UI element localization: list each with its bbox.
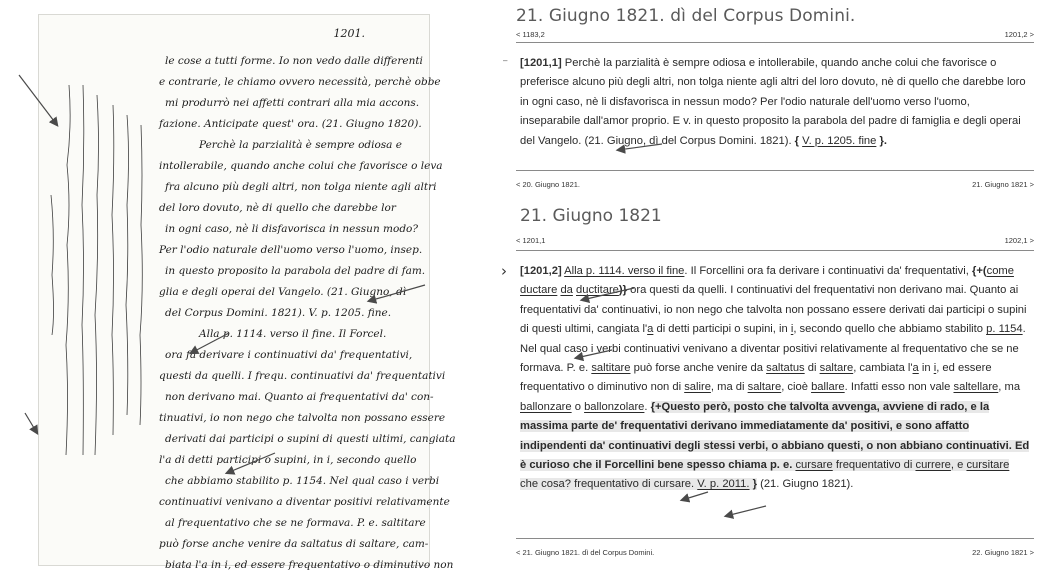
section1-brace-open: {	[794, 134, 800, 147]
section2-text-7: , cambiata l'	[853, 362, 913, 375]
section2-link-2011[interactable]: V. p. 2011.	[697, 478, 750, 491]
section2-text-12: , ma	[998, 381, 1021, 394]
section2-text-11: . Infatti esso non vale	[844, 381, 954, 394]
word-da[interactable]: da	[560, 284, 573, 297]
word-saltare-2[interactable]: saltare	[747, 381, 782, 394]
section2-text-13: .	[644, 400, 651, 413]
section2-link-1154[interactable]: p. 1154	[986, 323, 1023, 336]
section2-text-10: , cioè	[781, 381, 812, 394]
word-cursitare[interactable]: cursitare	[966, 459, 1010, 472]
section2-text-17: (21. Giugno 1821).	[756, 478, 854, 491]
section2-text-16: che cosa? frequentativo di cursare.	[520, 478, 698, 491]
word-ballare[interactable]: ballare	[811, 381, 845, 394]
section2-link-1114[interactable]: Alla p. 1114. verso il fine	[564, 265, 685, 277]
section2-paragraph	[520, 262, 1030, 495]
section1-prev-link[interactable]: < 1183,2	[516, 30, 545, 39]
section1-title: 21. Giugno 1821. dì del Corpus Domini.	[516, 6, 856, 26]
section2-text-15: , e	[950, 459, 967, 472]
word-saltellare[interactable]: saltellare	[953, 381, 999, 394]
section1-paragraph-id: [1201,1]	[520, 57, 562, 69]
section1-text: Perchè la parzialità è sempre odiosa e intollerabile, quando anche colui che favorisce o preferisce alcuno più degli altri, non tolga niente agli altri del loro dovuto, nè di quello che darebbe loro in ogni caso, nè li disfavorisca in nessun modo? Per l'odio naturale dell'uomo verso l'uomo, inseparabile dall'amor proprio. E v. in questo proposito la parabola del padre di famiglia e degli operai del Vangelo. (21. Giugno, dì del Corpus Domini. 1821).	[520, 57, 1026, 147]
section2-text-14: frequentativo di	[832, 459, 916, 472]
word-in: in	[921, 362, 931, 375]
highlight-text: {+Questo però, posto che talvolta avvenga, avviene di rado, e la massima parte de' frequentativi derivano immediatamente da' positivi, e sono affatto indipendenti da' continuativi degli stessi verbi, o abbiano questi, o non abbiano continuativi. Ed è curioso che il Forcellini bene spesso chiama p. e.	[520, 400, 1030, 472]
word-currere[interactable]: currere	[915, 459, 951, 472]
section2-bottom-rule	[516, 538, 1034, 539]
section2-prev-day-link[interactable]: < 21. Giugno 1821. dì del Corpus Domini.	[516, 548, 655, 557]
section2-text-5: . Nel qual caso i verbi continuativi venivano a diventar positivi relativamente al frequentativo che se ne formava. P. e.	[520, 323, 1026, 375]
word-o: o	[571, 400, 581, 413]
word-ballonzolare[interactable]: ballonzolare	[584, 400, 645, 413]
section2-prev-link[interactable]: < 1201,1	[516, 236, 546, 245]
manuscript-arrows	[39, 15, 431, 567]
word-cursare[interactable]: cursare	[795, 459, 833, 472]
section2-next-day-link[interactable]: 22. Giugno 1821 >	[972, 548, 1034, 557]
section1-brace-close: }.	[879, 134, 887, 147]
section2-text-6: può forse anche venire da	[630, 362, 767, 375]
section2-text-2: ora questi da quelli. I continuativi del frequentativi non derivano mai. Quanto ai frequentativi da' continuativi, io non nego che talvolta non possano essere derivati dai participi o supini di questi ultimi, cangiata l'	[520, 284, 1027, 336]
section1-top-rule	[516, 42, 1034, 43]
section1-marker: –	[503, 56, 508, 65]
section2-text-3: di detti participi o supini, in	[653, 323, 791, 336]
section2-text-1: . Il Forcellini ora fa derivare i continuativi da' frequentativi,	[684, 265, 969, 277]
section2-text-9: , ma di	[710, 381, 748, 394]
section1-paragraph	[520, 54, 1030, 151]
word-saltitare[interactable]: saltitare	[591, 362, 631, 375]
word-saltatus[interactable]: saltatus	[766, 362, 805, 375]
section2-text-8: , ed essere frequentativo o diminutivo non di	[520, 362, 992, 394]
letter-i-2[interactable]: i	[933, 362, 937, 375]
word-ballonzare[interactable]: ballonzare	[520, 400, 572, 413]
manuscript-handwriting: le cose a tutti forme. Io non vedo dalle differenti e contrarie, le chiamo ovvero necessità, perchè obbe mi produrrò nei affetti contrari alla mia accons. fazione. Anticipate quest' ora. (21. Giugno 1820). Perchè la parzialità è sempre odiosa e intollerabile, quando anche colui che favorisce o leva fra alcuno più degli altri, non tolga niente agli altri del loro dovuto, nè di quello che darebbe lor in ogni caso, nè li disfavorisca in nessun modo? Per l'odio naturale dell'uomo verso l'uomo, insep. in questo proposito la parabola del padre di fam. glia e degli operai del Vangelo. (21. Giugno, dì del Corpus Domini. 1821). V. p. 1205. fine. Alla p. 1114. verso il fine. Il Forcel. ora fa derivare i continuativi da' frequentativi, questi da quelli. I frequ. continuativi da' frequentativi non derivano mai. Quanto ai frequentativi da' con- tinuativi, io non nego che talvolta non possano essere derivati dai participi o supini di questi ultimi, cangiata l'a di detti participi o supini, in i, secondo quello che abbiamo stabilito p. 1154. Nel qual caso i verbi continuativi venivano a diventar positivi relativamente al frequentativo che se ne formava. P. e. saltitare può forse anche venire da saltatus di saltare, cam- biata l'a in i, ed essere frequentativo o diminutivo non	[159, 55, 456, 571]
word-salire[interactable]: salire	[684, 381, 711, 394]
section1-next-day-link[interactable]: 21. Giugno 1821 >	[972, 180, 1034, 189]
chevron-right-icon[interactable]: ›	[501, 262, 507, 280]
section2-text-4: , secondo quello che abbiamo stabilito	[793, 323, 987, 336]
letter-i-1[interactable]: i	[790, 323, 794, 336]
section1-prev-day-link[interactable]: < 20. Giugno 1821.	[516, 180, 581, 189]
section1-link-fine[interactable]: V. p. 1205. fine	[802, 134, 877, 147]
word-come[interactable]: come	[986, 265, 1014, 277]
word-di: di	[807, 362, 817, 375]
manuscript-page-image	[38, 14, 456, 571]
section2-top-rule	[516, 250, 1034, 251]
section2-title: 21. Giugno 1821	[520, 206, 662, 226]
word-saltare[interactable]: saltare	[819, 362, 854, 375]
section1-next-link[interactable]: 1201,2 >	[1004, 30, 1034, 39]
section1-bottom-rule	[516, 170, 1034, 171]
digital-edition	[501, 0, 1042, 583]
section2-next-link[interactable]: 1202,1 >	[1004, 236, 1034, 245]
letter-a-2[interactable]: a	[912, 362, 919, 375]
letter-a-1[interactable]: a	[647, 323, 654, 336]
section2-paragraph-id: [1201,2]	[520, 265, 562, 277]
section2-plus-close: )}	[618, 284, 628, 297]
section2-plus-open: {+(	[971, 265, 987, 277]
manuscript-page-number: 1201.	[333, 27, 365, 40]
word-ductitare[interactable]: ductitare	[576, 284, 619, 297]
highlight-close: }	[752, 478, 757, 491]
word-ductare[interactable]: ductare	[520, 284, 558, 297]
